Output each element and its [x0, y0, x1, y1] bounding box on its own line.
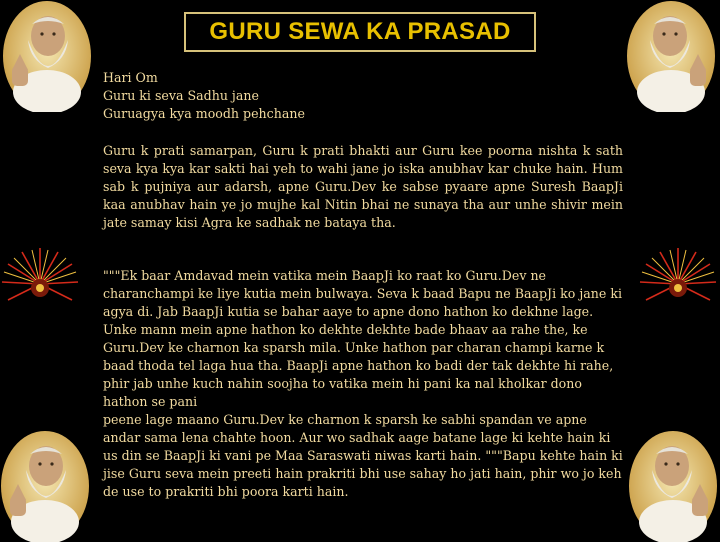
intro-line: Guru ki seva Sadhu jane [103, 88, 259, 103]
guru-portrait-bottom-left [0, 430, 90, 542]
intro-verse [103, 69, 623, 123]
guru-portrait-icon [628, 430, 718, 542]
guru-portrait-icon [626, 0, 716, 112]
guru-portrait-top-left [2, 0, 92, 112]
intro-line: Guruagya kya moodh pehchane [103, 106, 305, 121]
guru-portrait-icon [2, 0, 92, 112]
paragraph-intro: Guru k prati samarpan, Guru k prati bhakti aur Guru kee poorna nishta k sath seva kya kya kar sakti hai yeh to wahi jane jo iska anubhav kar chuke hain. Hum sab k pujniya aur adarsh, apne Guru.Dev ke sabse pyaare apne Suresh BaapJi kaa anubhav hain ye jo mujhe kal Nitin bhai ne sunaya tha aur unhe shivir mein jate samay kisi Agra ke sadhak ne bataya tha. [103, 143, 623, 230]
paragraph-story: """Ek baar Amdavad mein vatika mein BaapJi ko raat ko Guru.Dev ne charanchampi ke liye kutia mein bulwaya. Seva k baad Bapu ne BaapJi ko jane ki agya di. Jab BaapJi kutia se bahar aaye to apne dono hathon ko dekhne lage. Unke mann mein apne hathon ko dekhte dekhte bade bhaav aa rahe the, ke Guru.Dev ke charnon ka sparsh mila. Unke hathon par charan champi karne k baad thoda tel laga hua tha. BaapJi apne hathon ko badi der tak dekhte hi rahe, phir jab unhe kuch nahin soojha to vatika mein hi pani ka nal kholkar dono hathon se pani peene lage maano Guru.Dev ke charnon k sparsh ke sabhi spandan ve apne andar sama lena chahte hoon. Aur wo sadhak aage batane lage ki kehte hain ki us din se BaapJi ki vani pe Maa Saraswati niwas karti hain. """Bapu kehte hain ki jise Guru seva mein preeti hain prakriti bhi use sahay ho jati hain, phir wo jo keh de use to prakriti bhi poora karti hain. [103, 268, 623, 499]
guru-portrait-icon [0, 430, 90, 542]
title-box [184, 12, 536, 52]
slide-title: GURU SEWA KA PRASAD [209, 18, 511, 45]
intro-line: Hari Om [103, 70, 158, 85]
firework-left [0, 244, 80, 314]
firework-right [638, 244, 718, 314]
firework-burst-icon [0, 244, 80, 314]
firework-burst-icon [638, 244, 718, 314]
guru-portrait-top-right [626, 0, 716, 112]
guru-portrait-bottom-right [628, 430, 718, 542]
